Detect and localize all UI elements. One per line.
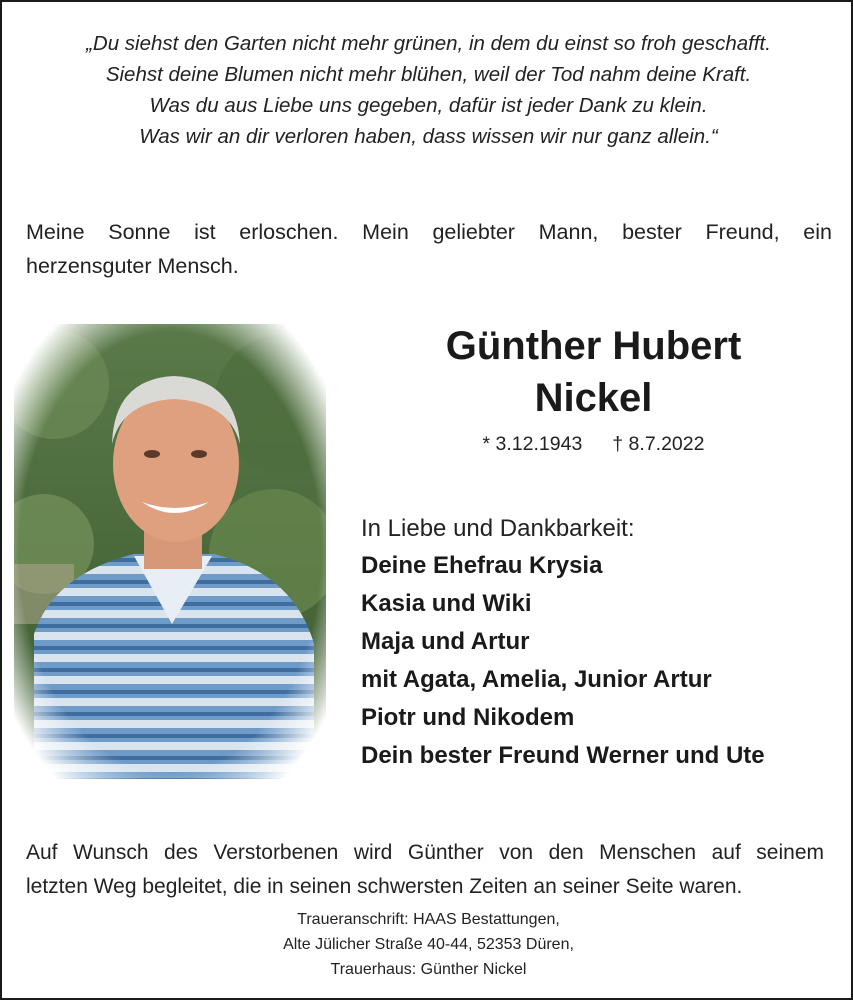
death-date: † 8.7.2022 [612, 433, 705, 455]
birth-date: * 3.12.1943 [482, 433, 583, 455]
mourners-list [361, 547, 765, 775]
funeral-address [2, 907, 853, 982]
deceased-name-line: Günther Hubert [445, 324, 742, 368]
poem-line: „Du siehst den Garten nicht mehr grünen, in dem du einst so froh geschafft. [86, 32, 771, 55]
closing-line: letzten Weg begleitet, die in seinen schwersten Zeiten an seiner Seite waren. [26, 875, 743, 898]
mourner-entry: Piotr und Nikodem [361, 704, 575, 731]
poem-line: Was du aus Liebe uns gegeben, dafür ist jeder Dank zu klein. [149, 94, 708, 117]
poem-line: Siehst deine Blumen nicht mehr blühen, weil der Tod nahm deine Kraft. [105, 63, 752, 86]
deceased-name-line: Nickel [534, 376, 653, 420]
mourner-entry: mit Agata, Amelia, Junior Artur [361, 666, 712, 693]
poem-line: Was wir an dir verloren haben, dass wissen wir nur ganz allein.“ [139, 125, 718, 148]
thanks-label: In Liebe und Dankbarkeit: [361, 515, 635, 542]
life-dates [362, 433, 825, 456]
intro-text [26, 215, 832, 283]
closing-text [26, 836, 824, 904]
memorial-poem [2, 28, 853, 152]
mourner-entry: Deine Ehefrau Krysia [361, 552, 603, 579]
address-line: Trauerhaus: Günther Nickel [330, 961, 527, 978]
portrait-photo [14, 324, 326, 779]
closing-line: Auf Wunsch des Verstorbenen wird Günther von den Menschen auf seinem [26, 841, 824, 864]
deceased-name [362, 320, 825, 424]
intro-line: herzensguter Mensch. [26, 254, 239, 278]
mourner-entry: Maja und Artur [361, 628, 530, 655]
mourner-entry: Dein bester Freund Werner und Ute [361, 742, 765, 769]
intro-line: Meine Sonne ist erloschen. Mein geliebter Mann, bester Freund, ein [26, 220, 832, 244]
mourner-entry: Kasia und Wiki [361, 590, 532, 617]
address-line: Traueranschrift: HAAS Bestattungen, [297, 911, 560, 928]
address-line: Alte Jülicher Straße 40-44, 52353 Düren, [283, 936, 574, 953]
